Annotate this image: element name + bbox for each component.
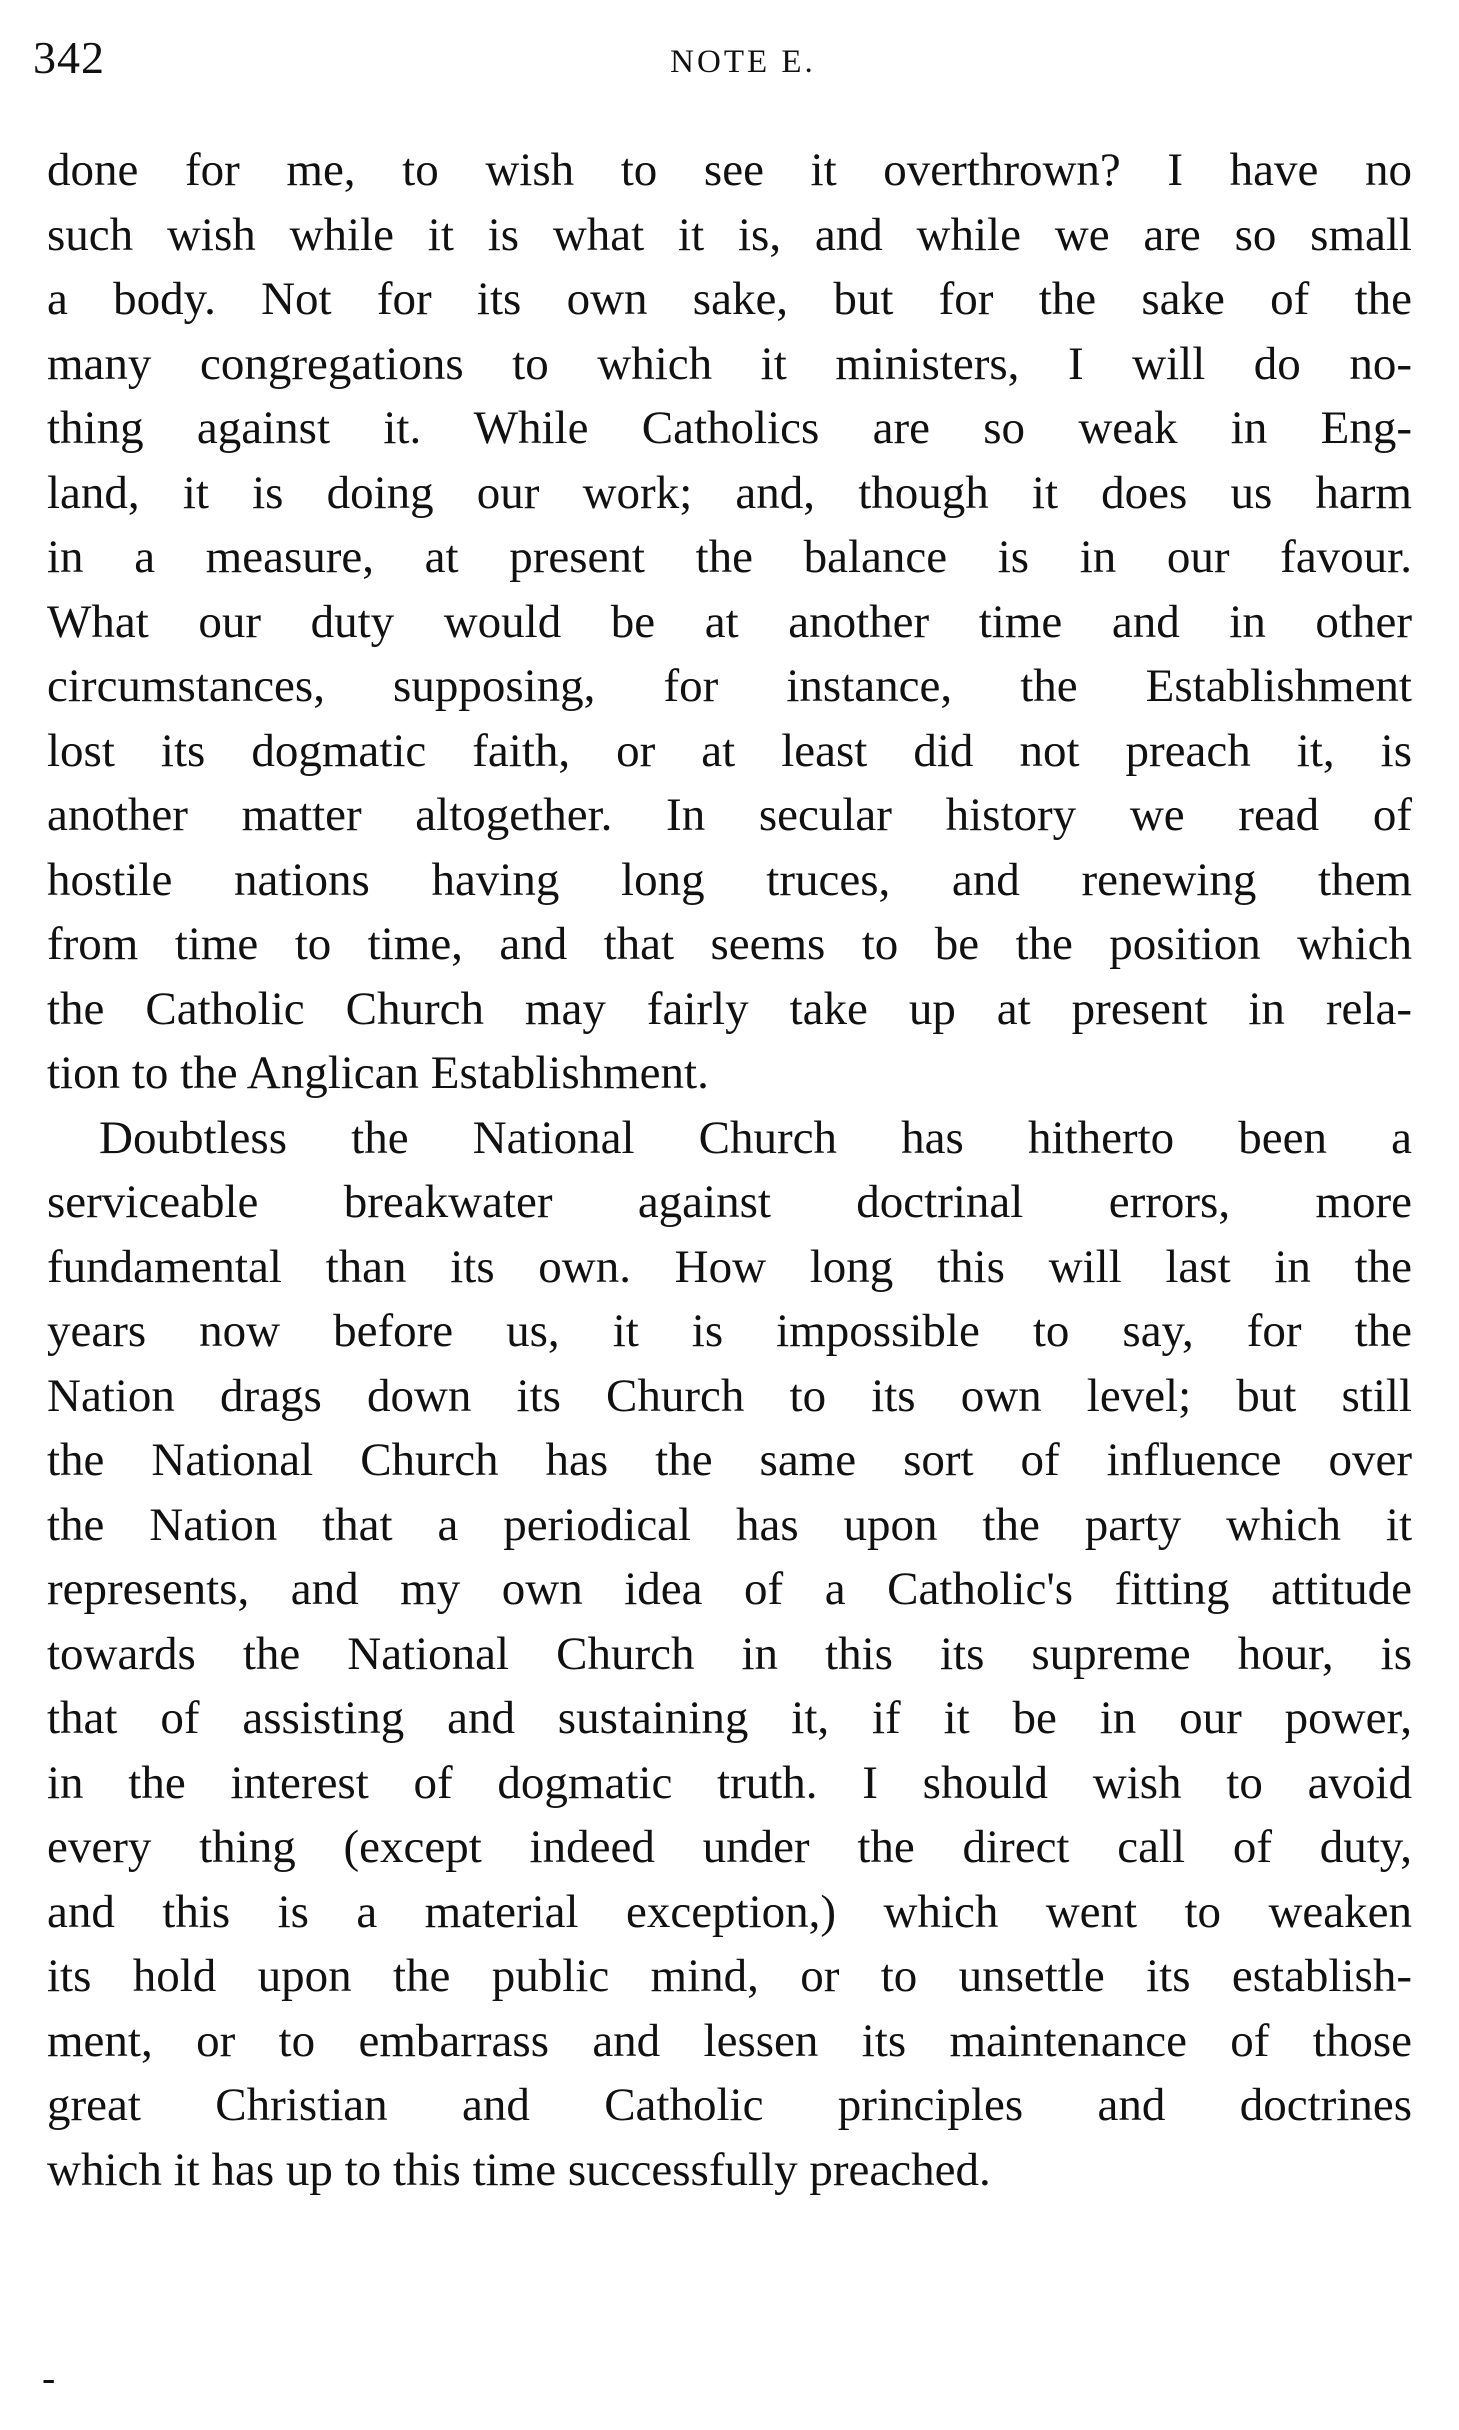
text-line: thing against it. While Catholics are so weak in Eng- xyxy=(47,402,1412,454)
text-line: land, it is doing our work; and, though it does us harm xyxy=(47,466,1412,519)
text-line: another matter altogether. In secular history we read of xyxy=(47,789,1412,841)
text-line: hostile nations having long truces, and renewing them xyxy=(47,853,1412,906)
text-line: such wish while it is what it is, and while we are so small xyxy=(47,208,1412,261)
text-line: in a measure, at present the balance is in our favour. xyxy=(47,531,1412,583)
paragraph-2 xyxy=(47,1106,1412,2203)
text-line: tion to the Anglican Establishment. xyxy=(47,1047,709,1099)
running-title: NOTE E. xyxy=(670,44,816,80)
body-text xyxy=(47,138,1412,2202)
paragraph-1 xyxy=(47,138,1412,1106)
text-line: many congregations to which it ministers, I will do no- xyxy=(47,337,1412,390)
text-line: years now before us, it is impossible to say, for the xyxy=(47,1305,1412,1357)
text-line: serviceable breakwater against doctrinal errors, more xyxy=(47,1176,1412,1228)
text-line: and this is a material exception,) which went to weaken xyxy=(47,1885,1412,1938)
text-line: fundamental than its own. How long this will last in the xyxy=(47,1240,1412,1293)
text-line: Nation drags down its Church to its own level; but still xyxy=(47,1369,1412,1422)
text-line: a body. Not for its own sake, but for the sake of the xyxy=(47,273,1412,325)
text-line: great Christian and Catholic principles and doctrines xyxy=(47,2079,1412,2131)
text-line: in the interest of dogmatic truth. I should wish to avoid xyxy=(47,1756,1412,1809)
running-head xyxy=(33,28,1413,88)
text-line: done for me, to wish to see it overthrown? I have no xyxy=(47,144,1412,196)
text-line: the Nation that a periodical has upon the party which it xyxy=(47,1498,1412,1551)
text-line: its hold upon the public mind, or to unsettle its establish- xyxy=(47,1950,1412,2002)
text-line: Doubtless the National Church has hitherto been a xyxy=(99,1111,1412,1164)
text-line: from time to time, and that seems to be the position which xyxy=(47,918,1412,970)
text-line: the National Church has the same sort of influence over xyxy=(47,1434,1412,1486)
footer-mark: - xyxy=(42,2355,56,2400)
text-line: ment, or to embarrass and lessen its maintenance of those xyxy=(47,2014,1412,2067)
text-line: the Catholic Church may fairly take up at present in rela- xyxy=(47,982,1412,1035)
text-line: circumstances, supposing, for instance, the Establishment xyxy=(47,660,1412,712)
text-line: that of assisting and sustaining it, if it be in our power, xyxy=(47,1692,1412,1744)
text-line: What our duty would be at another time and in other xyxy=(47,595,1412,648)
text-line: lost its dogmatic faith, or at least did not preach it, is xyxy=(47,724,1412,777)
text-line: which it has up to this time successfully preached. xyxy=(47,2143,991,2196)
text-line: represents, and my own idea of a Catholic's fitting attitude xyxy=(47,1563,1412,1615)
page-number: 342 xyxy=(33,32,105,83)
text-line: every thing (except indeed under the direct call of duty, xyxy=(47,1821,1412,1873)
text-line: towards the National Church in this its supreme hour, is xyxy=(47,1627,1412,1680)
